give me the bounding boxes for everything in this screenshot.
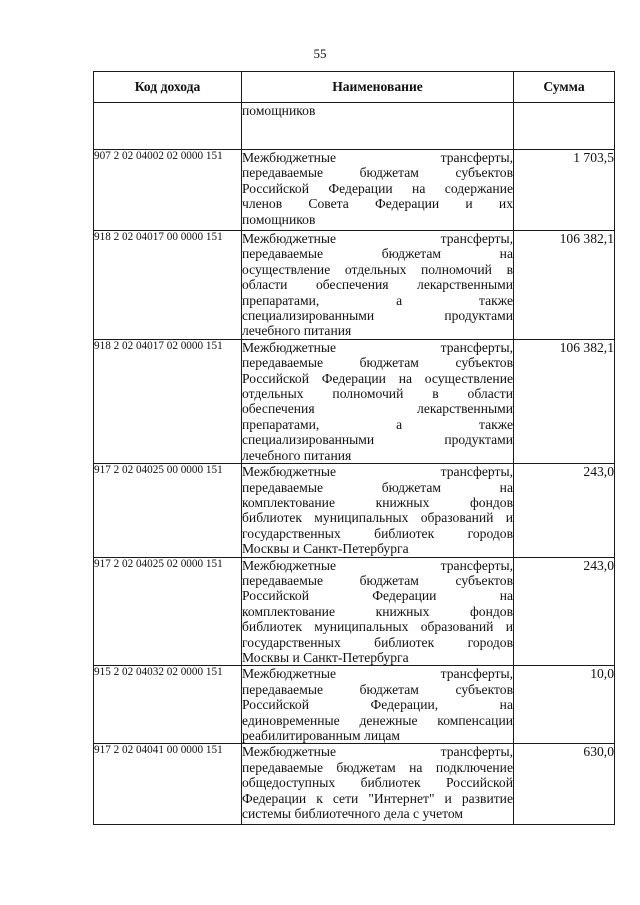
revenue-sum-cell: 630,0 bbox=[514, 744, 615, 825]
table-row bbox=[94, 231, 615, 340]
revenue-name-cell bbox=[242, 666, 514, 744]
revenue-sum-cell: 106 382,1 bbox=[514, 231, 615, 340]
revenue-name-line: библиотек муниципальных образований и bbox=[242, 510, 513, 526]
revenue-name-line: осуществление отдельных полномочий в bbox=[242, 261, 513, 277]
table-row bbox=[94, 557, 615, 666]
revenue-name-cell bbox=[242, 744, 514, 825]
revenue-name-line: Российской Федерации на bbox=[242, 588, 513, 604]
revenue-name-line: членов Совета Федерации и их bbox=[242, 196, 513, 212]
revenue-name-line: Москвы и Санкт-Петербурга bbox=[242, 541, 409, 557]
revenue-code-cell bbox=[94, 103, 242, 150]
header-name: Наименование bbox=[242, 72, 514, 103]
revenue-name-line: Межбюджетные трансферты, bbox=[242, 150, 513, 165]
header-code: Код дохода bbox=[94, 72, 242, 103]
revenue-name-line: лечебного питания bbox=[242, 447, 352, 463]
revenue-name-line: общедоступных библиотек Российской bbox=[242, 775, 513, 791]
revenue-code-cell: 918 2 02 04017 02 0000 151 bbox=[94, 339, 242, 463]
revenue-name-line: передаваемые бюджетам на подключение bbox=[242, 759, 513, 775]
revenue-name-cell bbox=[242, 103, 514, 150]
table-row bbox=[94, 666, 615, 744]
revenue-name-line: области обеспечения лекарственными bbox=[242, 277, 513, 293]
revenue-name-cell bbox=[242, 339, 514, 463]
table-row bbox=[94, 150, 615, 231]
page-number: 55 bbox=[313, 46, 327, 61]
revenue-name-line: Федерации к сети "Интернет" и развитие bbox=[242, 790, 513, 806]
header-sum: Сумма bbox=[514, 72, 615, 103]
revenue-name-cell bbox=[242, 464, 514, 557]
revenue-name-line: отдельных полномочий в области bbox=[242, 386, 513, 402]
revenue-name-line: специализированными продуктами bbox=[242, 308, 513, 324]
revenue-name-line: Межбюджетные трансферты, bbox=[242, 464, 513, 480]
revenue-name-cell bbox=[242, 557, 514, 666]
revenue-name-line: государственных библиотек городов bbox=[242, 634, 513, 650]
revenue-name-line: реабилитированным лицам bbox=[242, 728, 401, 743]
revenue-name-line: Межбюджетные трансферты, bbox=[242, 744, 513, 760]
budget-revenue-table bbox=[93, 71, 615, 825]
revenue-code-cell: 917 2 02 04041 00 0000 151 bbox=[94, 744, 242, 825]
revenue-name-line: передаваемые бюджетам на bbox=[242, 246, 513, 262]
revenue-name-line: передаваемые бюджетам субъектов bbox=[242, 355, 513, 371]
revenue-name-line: помощников bbox=[242, 103, 316, 118]
revenue-name-line: передаваемые бюджетам субъектов bbox=[242, 572, 513, 588]
revenue-name-line: передаваемые бюджетам субъектов bbox=[242, 681, 513, 697]
revenue-code-cell: 918 2 02 04017 00 0000 151 bbox=[94, 231, 242, 340]
revenue-name-line: библиотек муниципальных образований и bbox=[242, 619, 513, 635]
revenue-name-cell bbox=[242, 231, 514, 340]
revenue-name-line: единовременные денежные компенсации bbox=[242, 712, 513, 728]
revenue-code-cell: 917 2 02 04025 02 0000 151 bbox=[94, 557, 242, 666]
revenue-name-line: помощников bbox=[242, 211, 316, 227]
revenue-name-line: системы библиотечного дела с учетом bbox=[242, 806, 464, 822]
revenue-name-line: Российской Федерации, на bbox=[242, 697, 513, 713]
revenue-name-line: Москвы и Санкт-Петербурга bbox=[242, 649, 409, 665]
revenue-name-line: Российской Федерации на содержание bbox=[242, 180, 513, 196]
revenue-sum-cell: 106 382,1 bbox=[514, 339, 615, 463]
revenue-sum-cell: 243,0 bbox=[514, 557, 615, 666]
revenue-name-line: Межбюджетные трансферты, bbox=[242, 666, 513, 682]
table-row bbox=[94, 103, 615, 150]
revenue-name-line: препаратами, а также bbox=[242, 416, 513, 432]
revenue-name-line: Межбюджетные трансферты, bbox=[242, 339, 513, 355]
revenue-code-cell: 915 2 02 04032 02 0000 151 bbox=[94, 666, 242, 744]
revenue-sum-cell: 243,0 bbox=[514, 464, 615, 557]
revenue-name-line: Межбюджетные трансферты, bbox=[242, 231, 513, 246]
revenue-sum-cell bbox=[514, 103, 615, 150]
revenue-name-line: лечебного питания bbox=[242, 323, 352, 339]
revenue-name-line: Межбюджетные трансферты, bbox=[242, 557, 513, 573]
revenue-name-line: Российской Федерации на осуществление bbox=[242, 370, 513, 386]
table-body bbox=[94, 103, 615, 825]
revenue-name-line: комплектование книжных фондов bbox=[242, 494, 513, 510]
revenue-name-cell bbox=[242, 150, 514, 231]
revenue-name-line: передаваемые бюджетам субъектов bbox=[242, 165, 513, 181]
revenue-sum-cell: 10,0 bbox=[514, 666, 615, 744]
revenue-name-line: комплектование книжных фондов bbox=[242, 603, 513, 619]
revenue-code-cell: 917 2 02 04025 00 0000 151 bbox=[94, 464, 242, 557]
revenue-name-line: специализированными продуктами bbox=[242, 432, 513, 448]
revenue-name-line: обеспечения лекарственными bbox=[242, 401, 513, 417]
table-row bbox=[94, 744, 615, 825]
revenue-name-line: препаратами, а также bbox=[242, 292, 513, 308]
revenue-name-line: государственных библиотек городов bbox=[242, 525, 513, 541]
revenue-name-line: передаваемые бюджетам на bbox=[242, 479, 513, 495]
table-row bbox=[94, 464, 615, 557]
table-row bbox=[94, 339, 615, 463]
revenue-code-cell: 907 2 02 04002 02 0000 151 bbox=[94, 150, 242, 231]
table-header-row bbox=[94, 72, 615, 103]
revenue-sum-cell: 1 703,5 bbox=[514, 150, 615, 231]
